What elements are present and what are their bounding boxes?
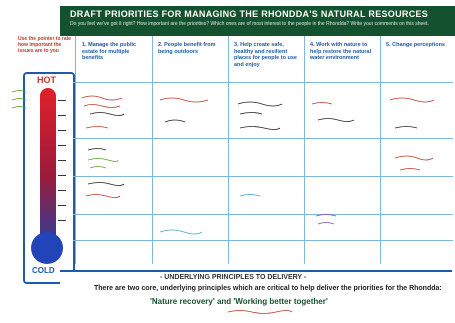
cold-label: COLD [32,266,55,275]
principles-title: - UNDERLYING PRINCIPLES TO DELIVERY - [160,274,307,281]
priority-column-2: 2. People benefit from being outdoors [158,42,216,55]
rating-instruction: Use the pointer to rate how important the issues are to you [18,36,72,54]
poster-title: DRAFT PRIORITIES FOR MANAGING THE RHONDDA'S NATURAL RESOURCES [70,9,429,19]
priority-column-5: 5. Change perceptions [386,42,445,48]
priority-column-3: 3. Help create safe, healthy and resilient places for people to use and enjoy [234,42,297,68]
priority-column-4: 4. Work with nature to help restore the natural water environment [310,42,372,61]
principles-text: There are two core, underlying principles which are critical to help deliver the priorities for the Rhondda: [94,285,442,292]
poster-subtitle: Do you feel we've got it right? How important are the priorities? Which ones are of most interest to the people in the Rhondda? Write your comments on this sheet. [70,21,429,27]
hot-label: HOT [37,75,56,85]
priority-column-1: 1. Manage the public estate for multiple benefits [82,42,137,61]
principles-quote: 'Nature recovery' and 'Working better together' [150,297,328,306]
